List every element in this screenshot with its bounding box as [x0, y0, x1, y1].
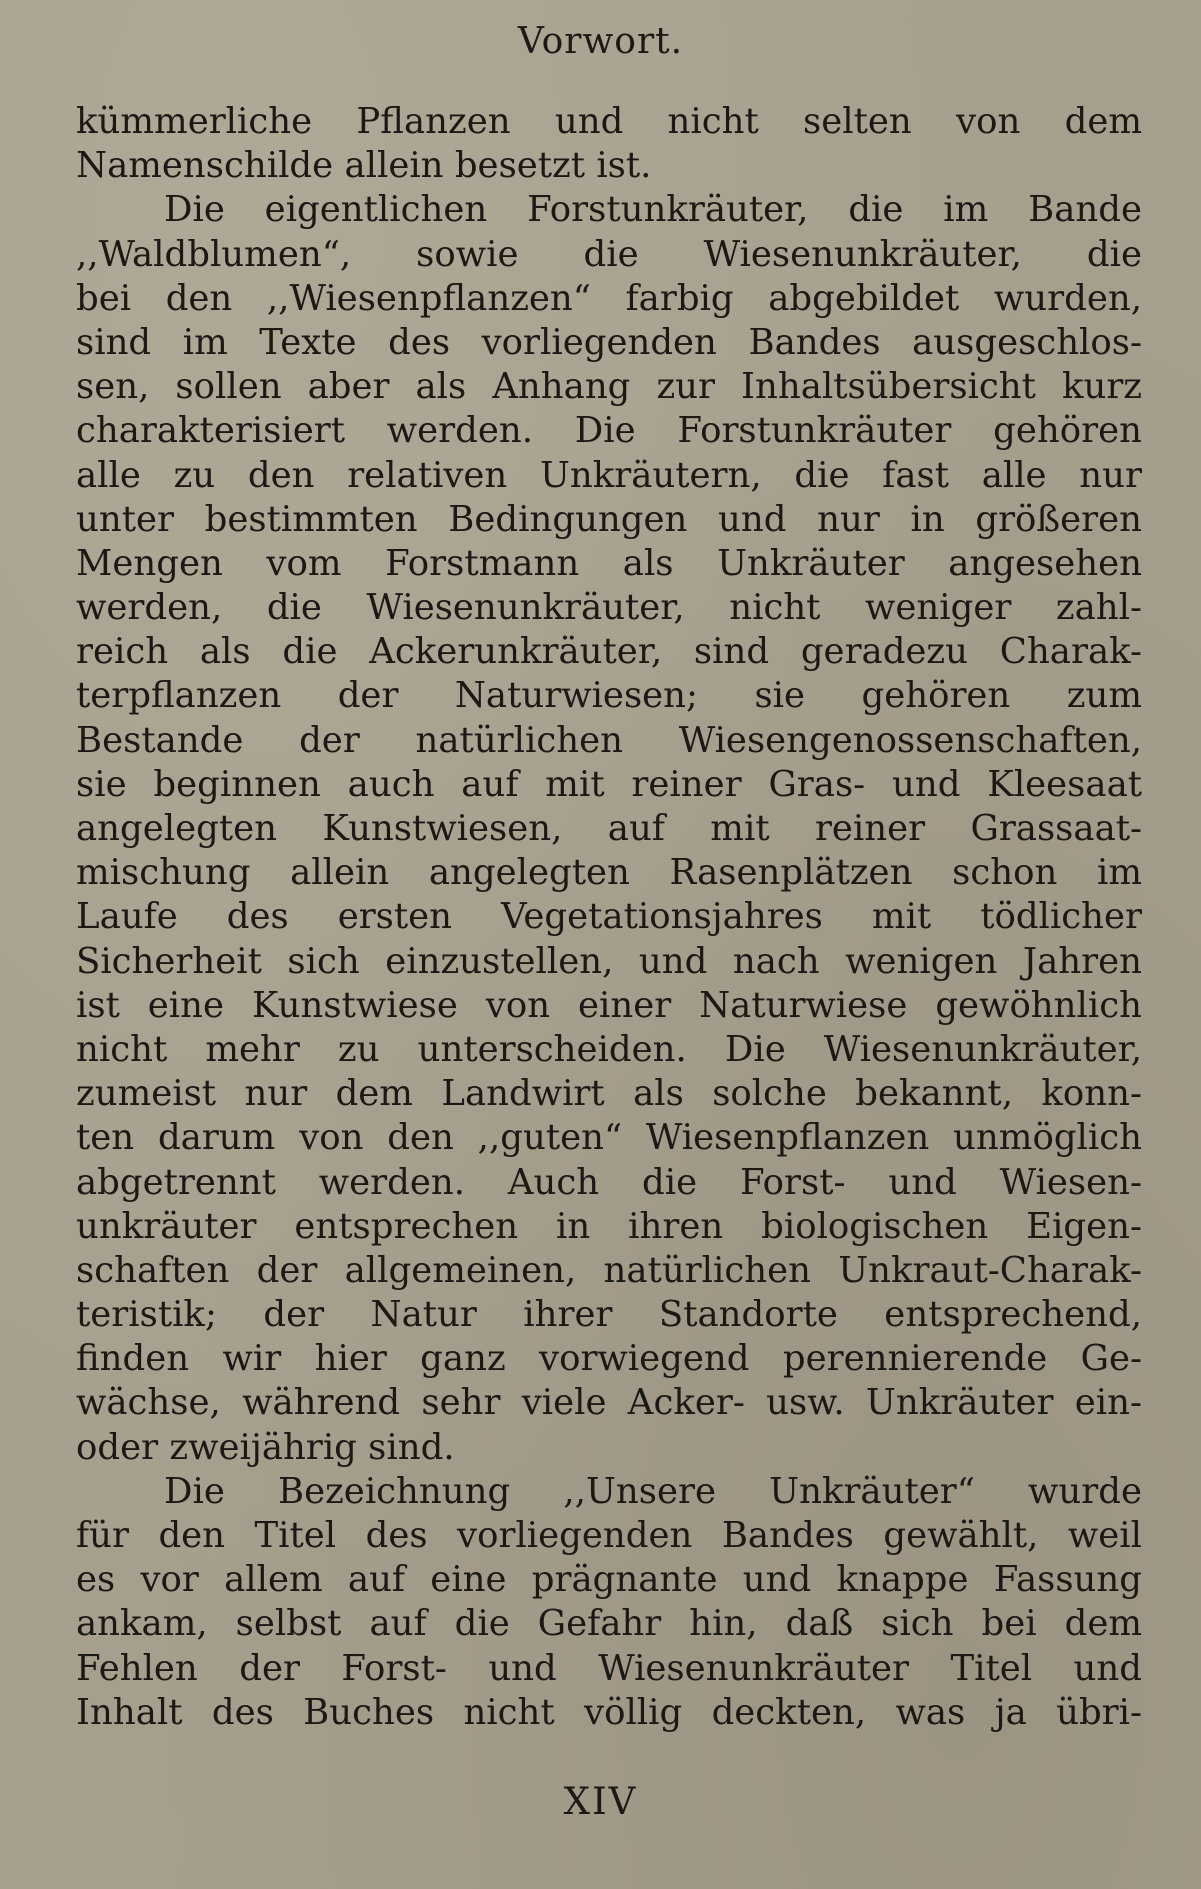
text-line: Fehlen der Forst- und Wiesenunkräuter Titel und [76, 1647, 1142, 1689]
text-line: Bestande der natürlichen Wiesengenossenschaften, [76, 719, 1142, 761]
text-line: sind im Texte des vorliegenden Bandes ausgeschlos- [76, 321, 1142, 363]
text-line: abgetrennt werden. Auch die Forst- und Wiesen- [76, 1161, 1142, 1203]
page-number: XIV [563, 1780, 638, 1823]
text-line: alle zu den relativen Unkräutern, die fast alle nur [76, 454, 1142, 496]
text-line: für den Titel des vorliegenden Bandes gewählt, weil [76, 1515, 1142, 1556]
text-line: werden, die Wiesenunkräuter, nicht weniger zahl- [76, 587, 1142, 629]
text-line: schaften der allgemeinen, natürlichen Unkraut-Charak- [76, 1249, 1142, 1291]
running-title: Vorwort. [517, 21, 684, 62]
text-line: wächse, während sehr viele Acker- usw. Unkräuter ein- [76, 1382, 1142, 1424]
text-line: ten darum von den ,,guten“ Wiesenpflanzen unmöglich [76, 1117, 1142, 1159]
text-line: oder zweijährig sind. [76, 1426, 455, 1468]
text-line: es vor allem auf eine prägnante und knappe Fassung [76, 1559, 1142, 1601]
text-line: sie beginnen auch auf mit reiner Gras- und Kleesaat [76, 763, 1142, 805]
text-line: unter bestimmten Bedingungen und nur in größeren [76, 498, 1142, 540]
text-line: reich als die Ackerunkräuter, sind geradezu Charak- [76, 631, 1142, 673]
body-text [76, 100, 1142, 1735]
text-line: ,,Waldblumen“, sowie die Wiesenunkräuter, die [76, 233, 1142, 275]
text-line: zumeist nur dem Landwirt als solche bekannt, konn- [76, 1073, 1142, 1115]
text-line: nicht mehr zu unterscheiden. Die Wiesenunkräuter, [76, 1028, 1142, 1070]
text-line: Laufe des ersten Vegetationsjahres mit tödlicher [76, 896, 1142, 938]
text-line: Mengen vom Forstmann als Unkräuter angesehen [76, 542, 1142, 584]
text-line: Namenschilde allein besetzt ist. [76, 145, 652, 187]
text-line: terpflanzen der Naturwiesen; sie gehören zum [76, 675, 1142, 717]
text-line: Inhalt des Buches nicht völlig deckten, was ja übri- [76, 1691, 1142, 1733]
text-line: finden wir hier ganz vorwiegend perennierende Ge- [76, 1338, 1142, 1380]
text-line: charakterisiert werden. Die Forstunkräuter gehören [76, 410, 1142, 452]
text-line: kümmerliche Pflanzen und nicht selten von dem [76, 101, 1142, 142]
text-line: teristik; der Natur ihrer Standorte entsprechend, [76, 1294, 1142, 1336]
text-line: angelegten Kunstwiesen, auf mit reiner Grassaat- [76, 808, 1142, 849]
text-line: bei den ,,Wiesenpflanzen“ farbig abgebildet wurden, [76, 277, 1142, 319]
text-line: unkräuter entsprechen in ihren biologischen Eigen- [76, 1205, 1142, 1247]
text-line: mischung allein angelegten Rasenplätzen schon im [76, 852, 1142, 894]
text-line: ankam, selbst auf die Gefahr hin, daß sich bei dem [76, 1603, 1142, 1645]
text-line: Die Bezeichnung ,,Unsere Unkräuter“ wurde [164, 1470, 1142, 1512]
text-line: Sicherheit sich einzustellen, und nach wenigen Jahren [76, 940, 1142, 982]
text-line: sen, sollen aber als Anhang zur Inhaltsübersicht kurz [76, 366, 1142, 408]
text-line: Die eigentlichen Forstunkräuter, die im Bande [164, 189, 1142, 231]
text-line: ist eine Kunstwiese von einer Naturwiese gewöhnlich [76, 984, 1142, 1026]
